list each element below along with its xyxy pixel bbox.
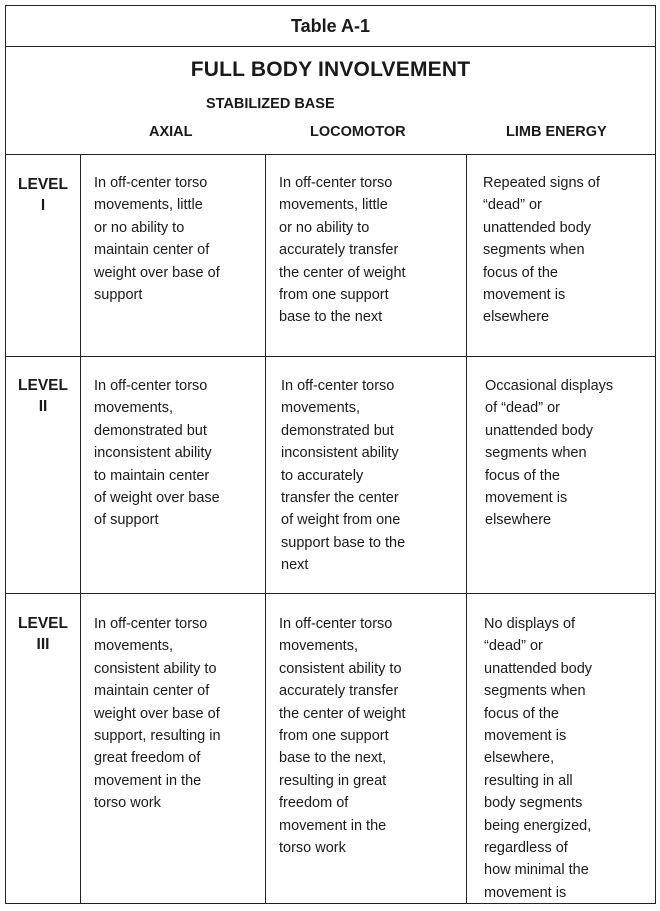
column-header-locomotor: LOCOMOTOR [310,124,406,140]
row-level-label [6,174,80,216]
table-subheading: STABILIZED BASE [206,96,335,112]
column-header-axial: AXIAL [149,124,193,140]
column-header-limb-energy: LIMB ENERGY [506,124,607,140]
row-level-label [6,375,80,417]
cell-axial: In off-center torso movements, little or no ability to maintain center of weight over base of support [94,175,220,304]
row-level-label [6,613,80,655]
cell-limb-energy: Repeated signs of “dead” or unattended body segments when focus of the movement is elsewhere [483,175,600,326]
table-heading: FULL BODY INVOLVEMENT [190,58,471,81]
cell-axial: In off-center torso movements, demonstrated but inconsistent ability to maintain center of weight over base of support [94,378,220,529]
level-number: III [36,636,50,653]
table-a1 [5,5,656,904]
cell-limb-energy: Occasional displays of “dead” or unattended body segments when focus of the movement is elsewhere [485,378,614,529]
divider [466,154,467,903]
cell-locomotor: In off-center torso movements, demonstrated but inconsistent ability to accurately transfer the center of weight from one support base to the next [281,378,406,574]
table-title: Table A-1 [290,16,370,36]
divider [6,46,655,47]
level-number: II [38,398,48,415]
level-number: I [40,197,46,214]
level-word: LEVEL [18,377,68,394]
cell-locomotor: In off-center torso movements, little or no ability to accurately transfer the center of weight from one support base to the next [279,175,406,326]
divider [80,154,81,903]
cell-limb-energy: No displays of “dead” or unattended body segments when focus of the movement is elsewhere, resulting in all body segments being energized, regardless of how minimal the movement is [484,616,593,901]
cell-axial: In off-center torso movements, consistent ability to maintain center of weight over base of support, resulting in great freedom of movement in the torso work [94,616,221,812]
divider [6,593,655,594]
level-word: LEVEL [18,615,68,632]
divider [6,154,655,155]
level-word: LEVEL [18,176,68,193]
divider [265,154,266,903]
cell-locomotor: In off-center torso movements, consistent ability to accurately transfer the center of weight from one support base to the next, resulting in great freedom of movement in the torso work [279,616,406,857]
divider [6,356,655,357]
